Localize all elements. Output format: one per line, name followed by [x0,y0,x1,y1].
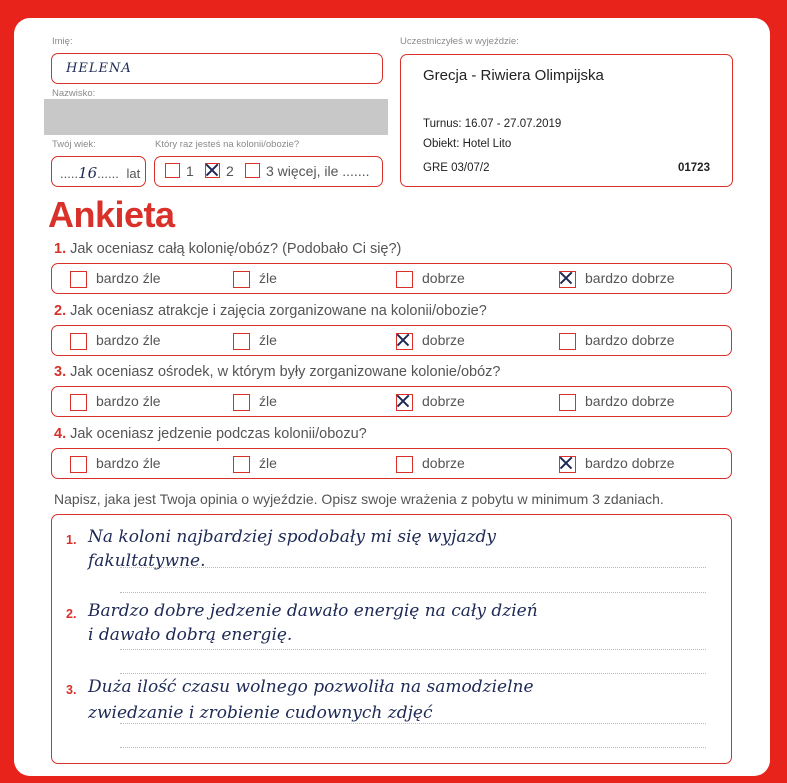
rating-row-3 [51,386,732,417]
rating-row-1 [51,263,732,294]
question-4 [54,426,367,442]
age-field[interactable] [51,156,146,187]
opinion-box[interactable] [51,514,732,764]
camp-info-box [400,54,733,187]
opinion-line: i dawało dobrą energię. [88,625,293,645]
question-number: 1. [54,241,67,257]
opinion-number: 3. [66,683,77,697]
rating-checkbox[interactable] [233,333,250,350]
rating-checkbox[interactable] [233,271,250,288]
question-text: Jak oceniasz atrakcje i zajęcia zorganizowane na kolonii/obozie? [70,303,487,319]
name-field[interactable] [51,53,383,84]
times-checkbox-2[interactable] [205,163,220,178]
surname-label: Nazwisko: [52,88,96,99]
rating-row-2 [51,325,732,356]
rating-checkbox[interactable] [396,394,413,411]
rating-checkbox[interactable] [559,271,576,288]
question-text: Jak oceniasz jedzenie podczas kolonii/obozu? [70,426,367,442]
rating-checkbox[interactable] [233,394,250,411]
rating-checkbox[interactable] [559,333,576,350]
age-dots-prefix: ..... [60,166,79,181]
rating-checkbox[interactable] [70,271,87,288]
question-number: 4. [54,426,67,442]
opinion-number: 2. [66,607,77,621]
rating-checkbox[interactable] [396,456,413,473]
times-label: Który raz jesteś na kolonii/obozie? [155,139,300,150]
question-2 [54,303,487,319]
participated-label: Uczestniczyłeś w wyjeździe: [400,36,519,47]
rating-option-label: bardzo źle [96,332,161,348]
rating-option-label: bardzo źle [96,270,161,286]
camp-turnus: Turnus: 16.07 - 27.07.2019 [423,118,562,130]
rating-option-label: bardzo źle [96,455,161,471]
question-1 [54,241,401,257]
rating-checkbox[interactable] [70,456,87,473]
question-text: Jak oceniasz całą kolonię/obóz? (Podobało Ci się?) [70,241,402,257]
opinion-line: Bardzo dobre jedzenie dawało energię na cały dzień [88,601,538,621]
rating-option-label: bardzo źle [96,393,161,409]
times-option-label: 3 więcej, ile ....... [266,163,370,179]
rating-option-label: dobrze [422,393,465,409]
age-label: Twój wiek: [52,139,96,150]
opinion-line: zwiedzanie i zrobienie cudownych zdjęć [88,703,433,723]
rating-checkbox[interactable] [559,456,576,473]
rating-checkbox[interactable] [70,333,87,350]
opinion-line: Duża ilość czasu wolnego pozwoliła na samodzielne [88,677,534,697]
times-field [154,156,383,187]
camp-obiekt: Obiekt: Hotel Lito [423,138,512,150]
question-number: 3. [54,364,67,380]
opinion-number: 1. [66,533,77,547]
age-unit: lat [126,166,141,181]
opinion-prompt: Napisz, jaka jest Twoja opinia o wyjeździe. Opisz swoje wrażenia z pobytu w minimum 3 zdaniach. [54,491,664,507]
rating-checkbox[interactable] [396,271,413,288]
rating-option-label: źle [259,270,277,286]
rating-checkbox[interactable] [396,333,413,350]
camp-number: 01723 [678,162,710,174]
rating-option-label: dobrze [422,455,465,471]
question-number: 2. [54,303,67,319]
age-dots-suffix: ...... [97,166,119,181]
rating-option-label: bardzo dobrze [585,270,675,286]
rating-option-label: źle [259,393,277,409]
camp-destination: Grecja - Riwiera Olimpijska [423,67,604,84]
rating-option-label: źle [259,455,277,471]
rating-option-label: bardzo dobrze [585,393,675,409]
rating-checkbox[interactable] [559,394,576,411]
opinion-line: Na koloni najbardziej spodobały mi się wyjazdy [88,527,497,547]
rating-option-label: bardzo dobrze [585,455,675,471]
name-value: HELENA [66,61,132,76]
survey-sheet [14,18,770,776]
rating-row-4 [51,448,732,479]
times-option-label: 2 [226,163,234,179]
rating-checkbox[interactable] [70,394,87,411]
name-label: Imię: [52,36,73,47]
opinion-line: fakultatywne. [88,551,206,571]
times-checkbox-3[interactable] [245,163,260,178]
times-checkbox-1[interactable] [165,163,180,178]
rating-checkbox[interactable] [233,456,250,473]
question-text: Jak oceniasz ośrodek, w którym były zorganizowane kolonie/obóz? [70,364,501,380]
rating-option-label: dobrze [422,270,465,286]
survey-title: Ankieta [48,194,175,235]
camp-code: GRE 03/07/2 [423,162,490,174]
question-3 [54,364,500,380]
times-option-label: 1 [186,163,194,179]
rating-option-label: dobrze [422,332,465,348]
rating-option-label: bardzo dobrze [585,332,675,348]
age-value: 16 [78,164,98,182]
rating-option-label: źle [259,332,277,348]
redacted-surname [44,99,388,135]
